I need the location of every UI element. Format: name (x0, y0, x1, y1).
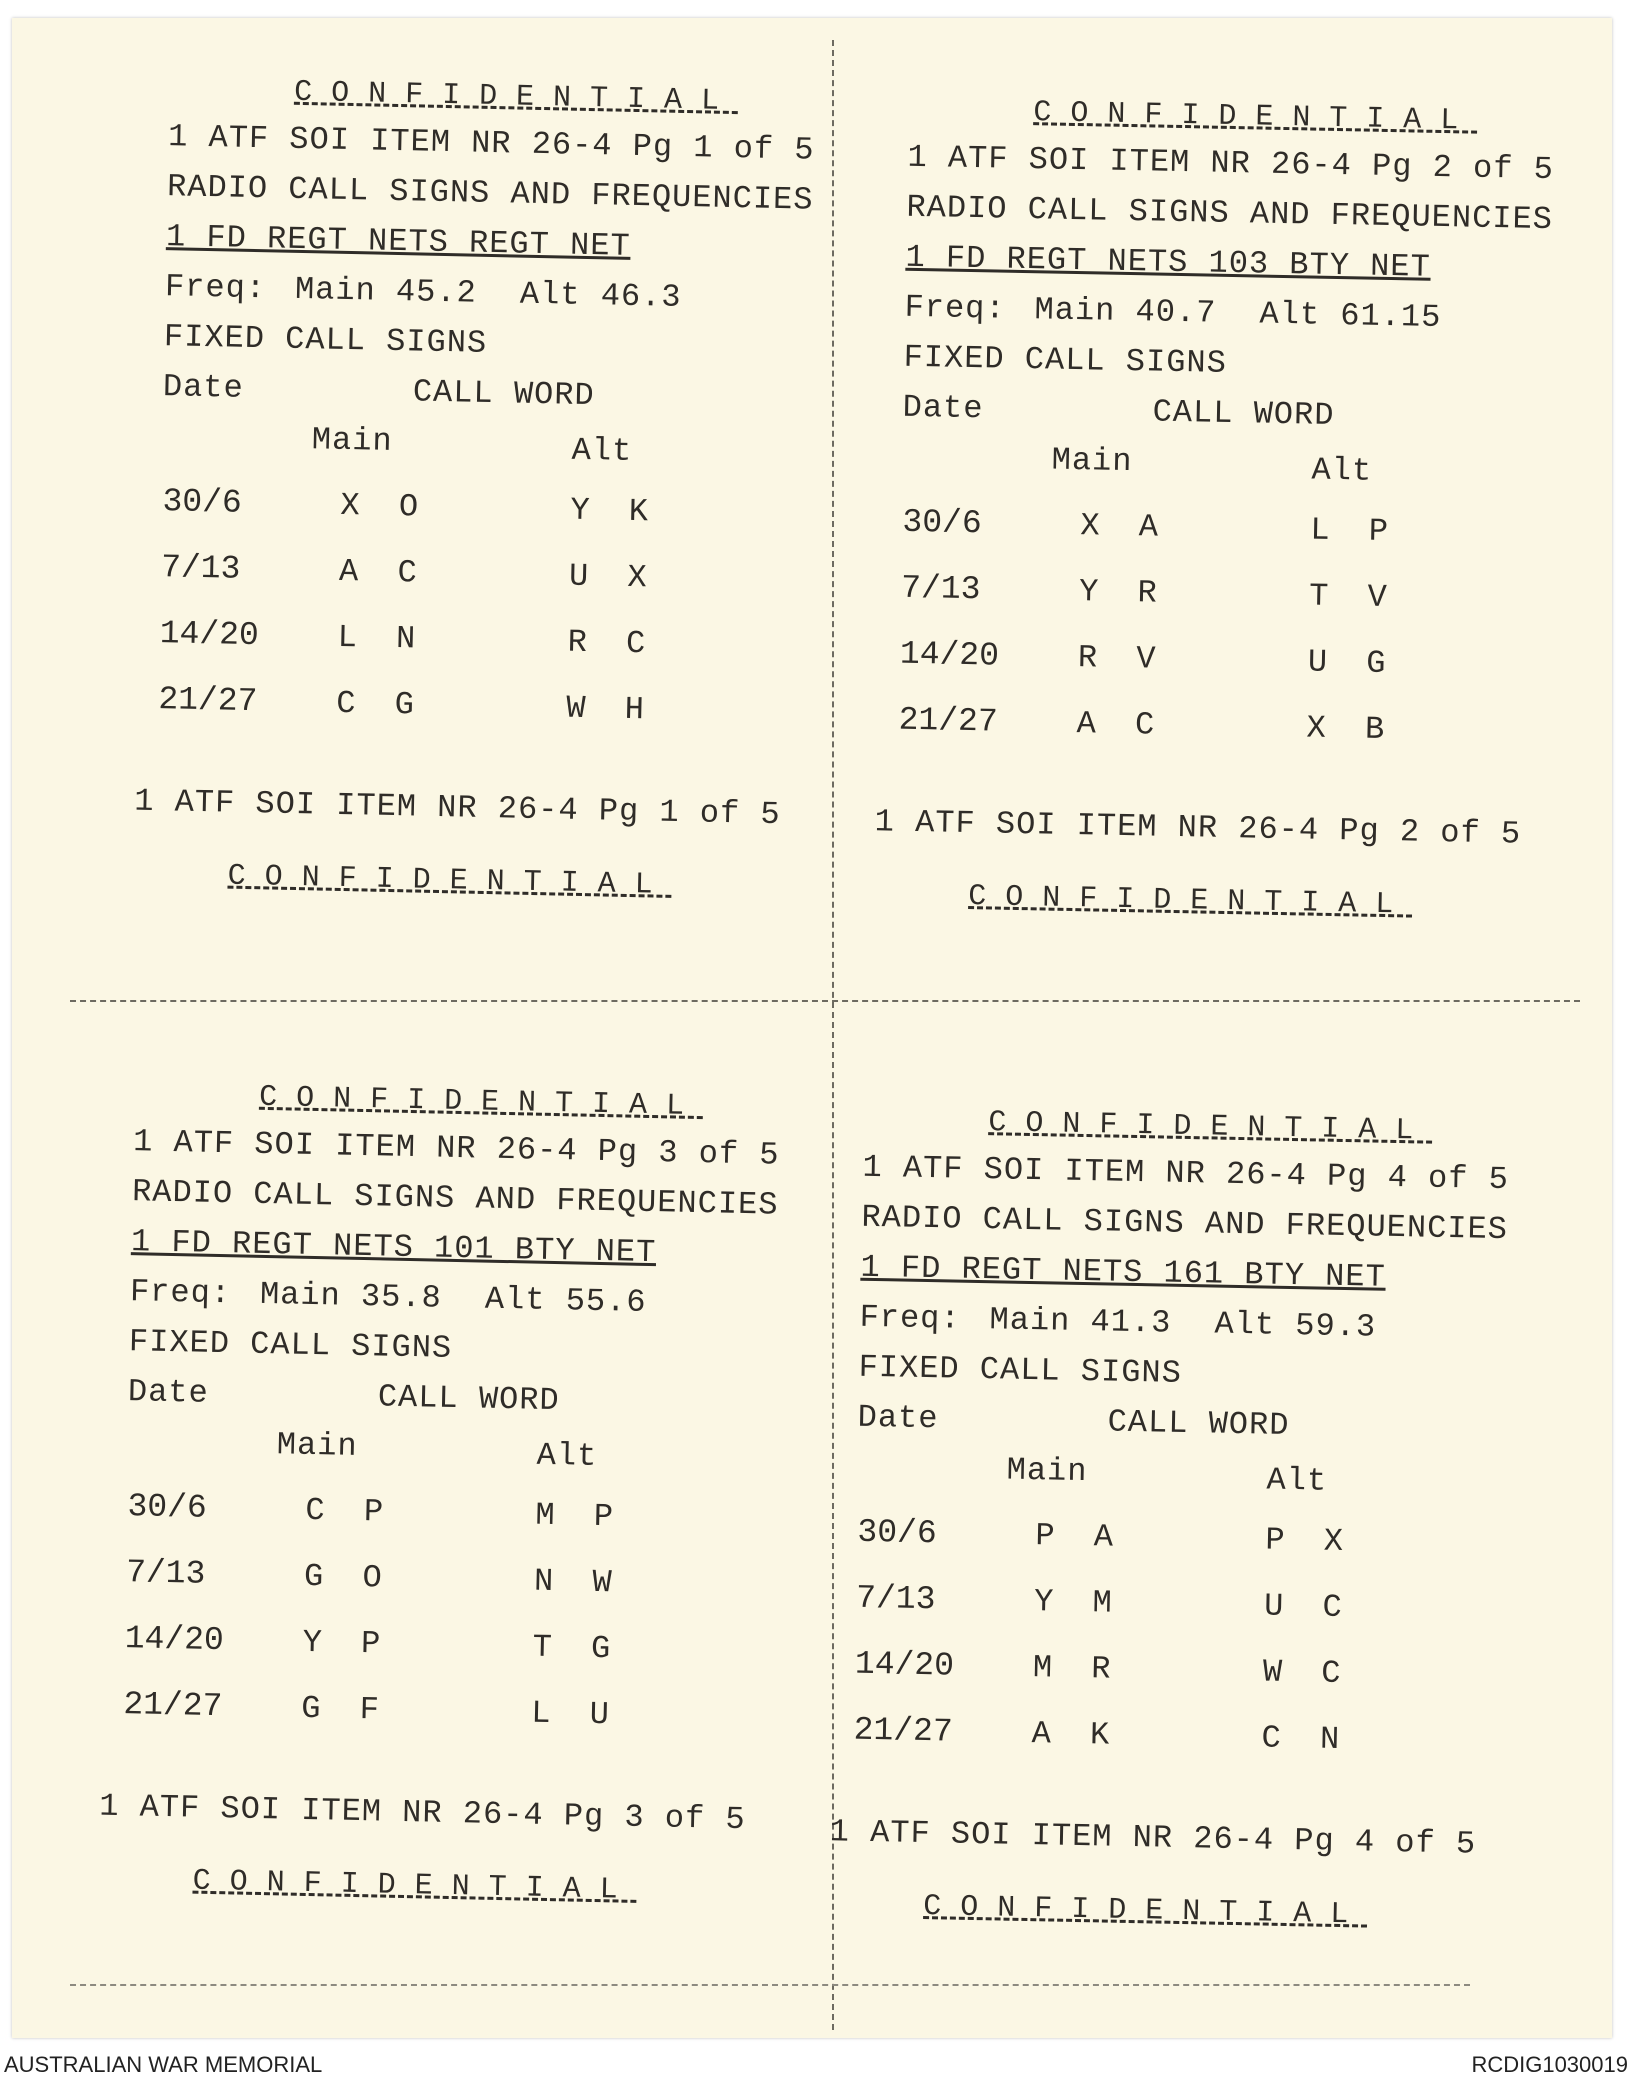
stamp-bottom: CONFIDENTIAL (192, 1864, 637, 1908)
stamp-bottom: CONFIDENTIAL (227, 859, 672, 903)
stamp-top: CONFIDENTIAL (1033, 96, 1478, 139)
row-date: 21/27 (898, 701, 999, 741)
fixed-call-signs: FIXED CALL SIGNS (128, 1323, 453, 1367)
row-main: C G (335, 684, 425, 724)
row-alt: W C (1262, 1653, 1351, 1693)
card-title: RADIO CALL SIGNS AND FREQUENCIES (906, 188, 1554, 239)
callword-header: CALL WORD (1107, 1403, 1290, 1444)
row-alt: N W (533, 1562, 623, 1602)
card-title: RADIO CALL SIGNS AND FREQUENCIES (166, 168, 814, 219)
main-header: Main (1006, 1451, 1088, 1491)
callword-header: CALL WORD (377, 1378, 561, 1420)
fixed-call-signs: FIXED CALL SIGNS (163, 318, 488, 362)
soi-card-page-2 (871, 93, 1588, 1006)
row-alt: T V (1308, 577, 1398, 617)
row-main: M R (1032, 1649, 1121, 1688)
net-line: 1 FD REGT NETS 101 BTY NET (130, 1223, 657, 1272)
net-line: 1 FD REGT NETS REGT NET (165, 218, 632, 265)
row-date: 14/20 (159, 615, 260, 655)
item-line: 1 ATF SOI ITEM NR 26-4 Pg 1 of 5 (167, 118, 815, 169)
item-line-bottom: 1 ATF SOI ITEM NR 26-4 Pg 1 of 5 (133, 782, 781, 834)
row-alt: R C (567, 623, 656, 663)
row-alt: U G (1307, 643, 1396, 683)
row-date: 7/13 (900, 569, 981, 609)
freq-main: Main 45.2 (294, 270, 478, 312)
row-date: 14/20 (854, 1645, 955, 1685)
card-title: RADIO CALL SIGNS AND FREQUENCIES (131, 1173, 779, 1224)
row-main: R V (1077, 639, 1166, 678)
row-main: X A (1080, 507, 1169, 546)
row-date: 14/20 (899, 635, 1000, 675)
row-main: G O (303, 1557, 393, 1597)
row-main: Y P (302, 1623, 391, 1663)
row-date: 30/6 (162, 483, 243, 522)
stamp-top: CONFIDENTIAL (258, 1080, 704, 1125)
soi-card-page-4 (826, 1103, 1543, 2016)
row-main: G F (300, 1689, 390, 1729)
row-alt: M P (535, 1496, 624, 1536)
soi-card-page-3 (96, 1078, 815, 1992)
row-alt: Y K (570, 491, 659, 531)
archive-label: AUSTRALIAN WAR MEMORIAL (4, 2052, 323, 2077)
row-date: 7/13 (160, 549, 241, 588)
fixed-call-signs: FIXED CALL SIGNS (858, 1348, 1183, 1392)
row-date: 30/6 (857, 1513, 938, 1553)
freq-alt: Alt 46.3 (519, 275, 682, 316)
stamp-bottom: CONFIDENTIAL (967, 880, 1413, 923)
date-header: Date (162, 368, 245, 407)
main-header: Main (311, 421, 394, 460)
row-alt: U C (1263, 1587, 1353, 1627)
row-alt: U X (568, 557, 658, 597)
alt-header: Alt (536, 1436, 598, 1475)
row-main: L N (337, 618, 426, 658)
row-alt: L P (1310, 511, 1399, 551)
freq-alt: Alt 55.6 (484, 1280, 647, 1321)
date-header: Date (127, 1373, 210, 1412)
freq-label: Freq: (164, 268, 267, 308)
item-line-bottom: 1 ATF SOI ITEM NR 26-4 Pg 3 of 5 (98, 1787, 746, 1839)
alt-header: Alt (1311, 451, 1373, 490)
item-line-bottom: 1 ATF SOI ITEM NR 26-4 Pg 2 of 5 (874, 803, 1522, 853)
card-title: RADIO CALL SIGNS AND FREQUENCIES (861, 1198, 1509, 1249)
row-alt: C N (1261, 1719, 1350, 1759)
freq-alt: Alt 59.3 (1214, 1305, 1377, 1346)
main-header: Main (276, 1426, 359, 1465)
freq-label: Freq: (859, 1298, 961, 1338)
date-header: Date (902, 388, 984, 428)
row-main: A C (1076, 705, 1165, 744)
freq-main: Main 35.8 (259, 1275, 443, 1317)
item-line: 1 ATF SOI ITEM NR 26-4 Pg 3 of 5 (132, 1123, 780, 1174)
soi-card-page-1 (131, 73, 850, 987)
row-alt: L U (530, 1694, 620, 1734)
item-line-bottom: 1 ATF SOI ITEM NR 26-4 Pg 4 of 5 (829, 1813, 1477, 1863)
row-main: Y M (1033, 1583, 1123, 1622)
stamp-top: CONFIDENTIAL (988, 1106, 1433, 1149)
callword-header: CALL WORD (412, 373, 596, 415)
alt-header: Alt (1266, 1461, 1328, 1500)
row-date: 30/6 (127, 1488, 208, 1527)
net-line: 1 FD REGT NETS 161 BTY NET (860, 1248, 1387, 1296)
main-header: Main (1051, 441, 1133, 481)
row-main: A K (1031, 1715, 1120, 1754)
row-alt: T G (532, 1628, 621, 1668)
row-main: P A (1035, 1517, 1124, 1556)
row-date: 7/13 (125, 1554, 206, 1593)
row-date: 30/6 (902, 503, 983, 543)
stamp-bottom: CONFIDENTIAL (922, 1890, 1368, 1933)
stamp-top: CONFIDENTIAL (293, 75, 739, 120)
row-date: 21/27 (157, 681, 258, 721)
row-main: C P (305, 1491, 394, 1531)
row-main: A C (338, 552, 428, 592)
freq-label: Freq: (129, 1273, 232, 1313)
freq-alt: Alt 61.15 (1259, 295, 1442, 337)
row-date: 14/20 (124, 1620, 225, 1660)
net-line: 1 FD REGT NETS 103 BTY NET (905, 238, 1432, 286)
freq-label: Freq: (904, 288, 1006, 328)
fixed-call-signs: FIXED CALL SIGNS (903, 338, 1228, 382)
row-alt: X B (1306, 709, 1395, 749)
freq-main: Main 40.7 (1034, 291, 1217, 332)
row-main: Y R (1078, 573, 1168, 612)
freq-main: Main 41.3 (989, 1301, 1172, 1342)
date-header: Date (857, 1398, 939, 1438)
alt-header: Alt (571, 431, 633, 470)
row-date: 21/27 (122, 1686, 223, 1726)
item-line: 1 ATF SOI ITEM NR 26-4 Pg 4 of 5 (862, 1148, 1510, 1199)
row-alt: W H (565, 689, 655, 729)
row-alt: P X (1265, 1521, 1354, 1561)
callword-header: CALL WORD (1152, 393, 1335, 434)
record-id: RCDIG1030019 (1471, 2052, 1628, 2077)
row-date: 21/27 (853, 1711, 954, 1751)
row-main: X O (340, 486, 429, 526)
row-date: 7/13 (855, 1579, 936, 1619)
item-line: 1 ATF SOI ITEM NR 26-4 Pg 2 of 5 (907, 138, 1555, 189)
